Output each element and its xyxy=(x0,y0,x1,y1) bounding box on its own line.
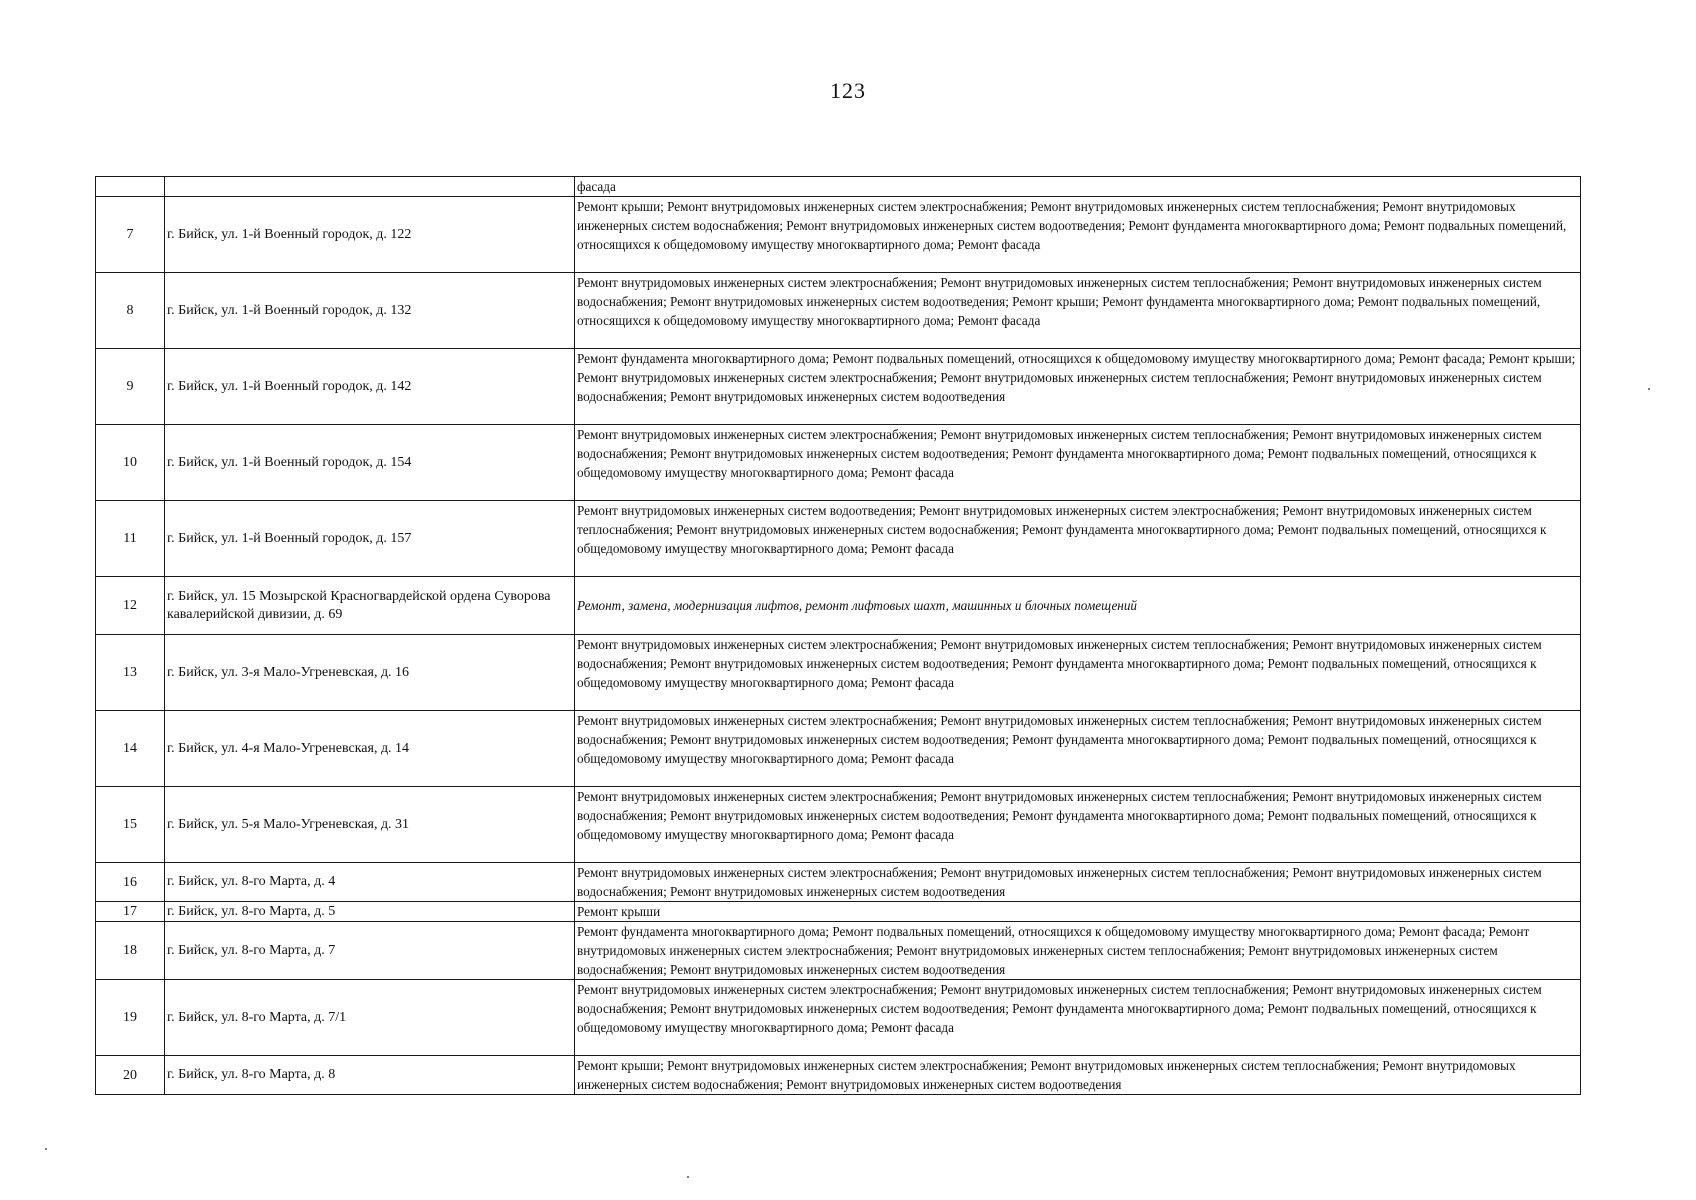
table-row xyxy=(96,863,1581,902)
row-works: Ремонт крыши; Ремонт внутридомовых инженерных систем электроснабжения; Ремонт внутридомовых инженерных систем теплоснабжения; Ремонт внутридомовых инженерных систем водоснабжения; Ремонт внутридомовых инженерных систем водоотведения; Ремонт фундамента многоквартирного дома; Ремонт подвальных помещений, относящихся к общедомовому имуществу многоквартирного дома; Ремонт фасада xyxy=(575,197,1581,273)
row-address: г. Бийск, ул. 15 Мозырской Красногвардейской ордена Суворова кавалерийской дивизии, д. 69 xyxy=(165,577,575,635)
scan-speck xyxy=(687,1176,689,1178)
scan-speck xyxy=(1648,388,1650,390)
row-number: 16 xyxy=(96,863,165,902)
row-works: Ремонт крыши; Ремонт внутридомовых инженерных систем электроснабжения; Ремонт внутридомовых инженерных систем теплоснабжения; Ремонт внутридомовых инженерных систем водоснабжения; Ремонт внутридомовых инженерных систем водоотведения xyxy=(575,1056,1581,1095)
row-number: 18 xyxy=(96,922,165,980)
row-address: г. Бийск, ул. 1-й Военный городок, д. 157 xyxy=(165,501,575,577)
table-row xyxy=(96,635,1581,711)
works-table xyxy=(95,176,1581,1095)
row-works: Ремонт фундамента многоквартирного дома; Ремонт подвальных помещений, относящихся к общедомовому имуществу многоквартирного дома; Ремонт фасада; Ремонт крыши; Ремонт внутридомовых инженерных систем электроснабжения; Ремонт внутридомовых инженерных систем теплоснабжения; Ремонт внутридомовых инженерных систем водоснабжения; Ремонт внутридомовых инженерных систем водоотведения xyxy=(575,349,1581,425)
row-address: г. Бийск, ул. 8-го Марта, д. 7 xyxy=(165,922,575,980)
scan-speck xyxy=(45,1148,47,1150)
row-number: 13 xyxy=(96,635,165,711)
row-works: Ремонт, замена, модернизация лифтов, ремонт лифтовых шахт, машинных и блочных помещений xyxy=(575,577,1581,635)
row-works: Ремонт внутридомовых инженерных систем электроснабжения; Ремонт внутридомовых инженерных систем теплоснабжения; Ремонт внутридомовых инженерных систем водоснабжения; Ремонт внутридомовых инженерных систем водоотведения; Ремонт фундамента многоквартирного дома; Ремонт подвальных помещений, относящихся к общедомовому имуществу многоквартирного дома; Ремонт фасада xyxy=(575,711,1581,787)
row-number: 15 xyxy=(96,787,165,863)
table-row xyxy=(96,787,1581,863)
table-body xyxy=(96,177,1581,1095)
row-address: г. Бийск, ул. 8-го Марта, д. 4 xyxy=(165,863,575,902)
row-works: Ремонт внутридомовых инженерных систем электроснабжения; Ремонт внутридомовых инженерных систем теплоснабжения; Ремонт внутридомовых инженерных систем водоснабжения; Ремонт внутридомовых инженерных систем водоотведения; Ремонт фундамента многоквартирного дома; Ремонт подвальных помещений, относящихся к общедомовому имуществу многоквартирного дома; Ремонт фасада xyxy=(575,980,1581,1056)
table-row xyxy=(96,902,1581,922)
row-address xyxy=(165,177,575,197)
row-number xyxy=(96,177,165,197)
row-number: 20 xyxy=(96,1056,165,1095)
table-row xyxy=(96,177,1581,197)
row-works: Ремонт фундамента многоквартирного дома; Ремонт подвальных помещений, относящихся к общедомовому имуществу многоквартирного дома; Ремонт фасада; Ремонт внутридомовых инженерных систем электроснабжения; Ремонт внутридомовых инженерных систем теплоснабжения; Ремонт внутридомовых инженерных систем водоснабжения; Ремонт внутридомовых инженерных систем водоотведения xyxy=(575,922,1581,980)
row-address: г. Бийск, ул. 8-го Марта, д. 7/1 xyxy=(165,980,575,1056)
row-number: 7 xyxy=(96,197,165,273)
row-works: Ремонт внутридомовых инженерных систем электроснабжения; Ремонт внутридомовых инженерных систем теплоснабжения; Ремонт внутридомовых инженерных систем водоснабжения; Ремонт внутридомовых инженерных систем водоотведения; Ремонт фундамента многоквартирного дома; Ремонт подвальных помещений, относящихся к общедомовому имуществу многоквартирного дома; Ремонт фасада xyxy=(575,635,1581,711)
row-address: г. Бийск, ул. 5-я Мало-Угреневская, д. 31 xyxy=(165,787,575,863)
row-number: 19 xyxy=(96,980,165,1056)
row-address: г. Бийск, ул. 3-я Мало-Угреневская, д. 16 xyxy=(165,635,575,711)
row-works: фасада xyxy=(575,177,1581,197)
table-row xyxy=(96,501,1581,577)
table-row xyxy=(96,197,1581,273)
row-address: г. Бийск, ул. 4-я Мало-Угреневская, д. 14 xyxy=(165,711,575,787)
row-number: 9 xyxy=(96,349,165,425)
row-number: 17 xyxy=(96,902,165,922)
row-number: 14 xyxy=(96,711,165,787)
row-address: г. Бийск, ул. 8-го Марта, д. 5 xyxy=(165,902,575,922)
table-row xyxy=(96,349,1581,425)
row-number: 8 xyxy=(96,273,165,349)
row-works: Ремонт внутридомовых инженерных систем электроснабжения; Ремонт внутридомовых инженерных систем теплоснабжения; Ремонт внутридомовых инженерных систем водоснабжения; Ремонт внутридомовых инженерных систем водоотведения; Ремонт крыши; Ремонт фундамента многоквартирного дома; Ремонт подвальных помещений, относящихся к общедомовому имуществу многоквартирного дома; Ремонт фасада xyxy=(575,273,1581,349)
row-works: Ремонт крыши xyxy=(575,902,1581,922)
row-works: Ремонт внутридомовых инженерных систем электроснабжения; Ремонт внутридомовых инженерных систем теплоснабжения; Ремонт внутридомовых инженерных систем водоснабжения; Ремонт внутридомовых инженерных систем водоотведения xyxy=(575,863,1581,902)
table-row xyxy=(96,922,1581,980)
row-works: Ремонт внутридомовых инженерных систем электроснабжения; Ремонт внутридомовых инженерных систем теплоснабжения; Ремонт внутридомовых инженерных систем водоснабжения; Ремонт внутридомовых инженерных систем водоотведения; Ремонт фундамента многоквартирного дома; Ремонт подвальных помещений, относящихся к общедомовому имуществу многоквартирного дома; Ремонт фасада xyxy=(575,787,1581,863)
table-row xyxy=(96,577,1581,635)
row-address: г. Бийск, ул. 1-й Военный городок, д. 154 xyxy=(165,425,575,501)
row-address: г. Бийск, ул. 1-й Военный городок, д. 132 xyxy=(165,273,575,349)
row-works: Ремонт внутридомовых инженерных систем водоотведения; Ремонт внутридомовых инженерных систем электроснабжения; Ремонт внутридомовых инженерных систем теплоснабжения; Ремонт внутридомовых инженерных систем водоснабжения; Ремонт фундамента многоквартирного дома; Ремонт подвальных помещений, относящихся к общедомовому имуществу многоквартирного дома; Ремонт фасада xyxy=(575,501,1581,577)
row-number: 10 xyxy=(96,425,165,501)
page-number: 123 xyxy=(830,78,866,103)
row-number: 11 xyxy=(96,501,165,577)
row-address: г. Бийск, ул. 1-й Военный городок, д. 122 xyxy=(165,197,575,273)
table-row xyxy=(96,273,1581,349)
row-address: г. Бийск, ул. 1-й Военный городок, д. 142 xyxy=(165,349,575,425)
row-works: Ремонт внутридомовых инженерных систем электроснабжения; Ремонт внутридомовых инженерных систем теплоснабжения; Ремонт внутридомовых инженерных систем водоснабжения; Ремонт внутридомовых инженерных систем водоотведения; Ремонт фундамента многоквартирного дома; Ремонт подвальных помещений, относящихся к общедомовому имуществу многоквартирного дома; Ремонт фасада xyxy=(575,425,1581,501)
row-number: 12 xyxy=(96,577,165,635)
table-row xyxy=(96,711,1581,787)
row-address: г. Бийск, ул. 8-го Марта, д. 8 xyxy=(165,1056,575,1095)
table-row xyxy=(96,980,1581,1056)
table-row xyxy=(96,425,1581,501)
table-row xyxy=(96,1056,1581,1095)
